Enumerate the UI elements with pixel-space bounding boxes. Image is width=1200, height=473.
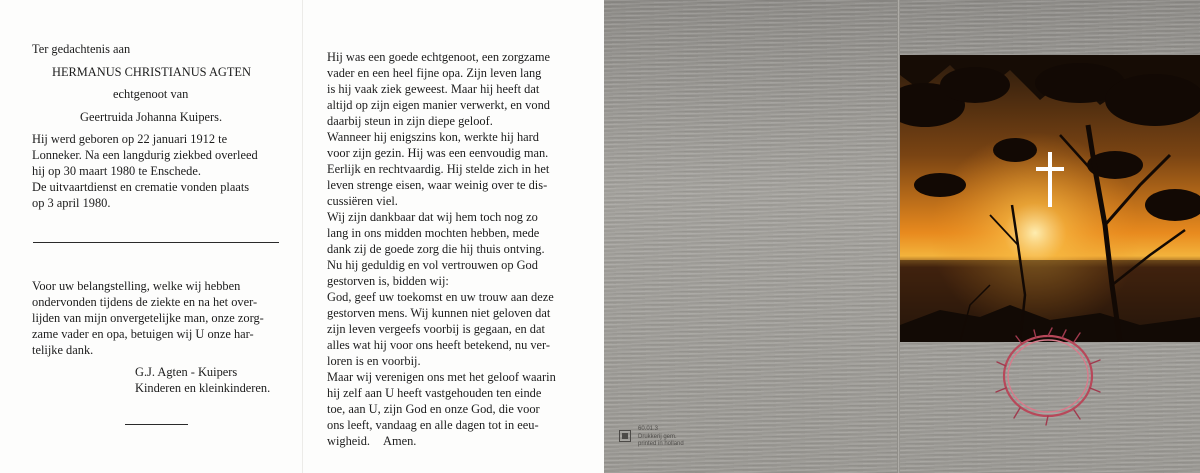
eulogy-line: Eerlijk en rechtvaardig. Hij stelde zich in het	[327, 162, 550, 176]
thanks-line: zame vader en opa, betuigen wij U onze har-	[32, 327, 254, 341]
memorial-intro: Ter gedachtenis aan	[32, 42, 131, 56]
bio-line: Lonneker. Na een langdurig ziekbed overleed	[32, 148, 258, 162]
signature-family-name: G.J. Agten - Kuipers	[135, 365, 238, 379]
thanks-line: ondervonden tijdens de ziekte en na het over-	[32, 295, 258, 309]
thanks-line: lijden van mijn onvergetelijke man, onze zorg-	[32, 311, 264, 325]
publisher-logo-icon	[619, 430, 631, 442]
eulogy-line: gestorven is, bidden wij:	[327, 274, 449, 288]
eulogy-line: dank zij de goede zorg die hij thuis ontving.	[327, 242, 545, 256]
thanks-line: Voor uw belangstelling, welke wij hebben	[32, 279, 241, 293]
bio-line: op 3 april 1980.	[32, 196, 111, 210]
eulogy-line: Hij was een goede echtgenoot, een zorgzame	[327, 50, 551, 64]
eulogy-line: is hij vaak ziek geweest. Maar hij heeft dat	[327, 82, 540, 96]
prayer-line: zijn leven vergeefs voorbij is gegaan, en dat	[327, 322, 545, 336]
bio-line: De uitvaartdienst en crematie vonden plaats	[32, 180, 250, 194]
page-fold	[302, 0, 303, 473]
signature-children: Kinderen en kleinkinderen.	[135, 381, 271, 395]
bio-line: Hij werd geboren op 22 januari 1912 te	[32, 132, 228, 146]
spouse-name: Geertruida Johanna Kuipers.	[80, 110, 223, 124]
prayer-line: toe, aan U, zijn God en onze God, die voor	[327, 402, 540, 416]
eulogy-line: vader en een heel fijne opa. Zijn leven lang	[327, 66, 542, 80]
eulogy-line: leven strenge eisen, waar weinig over te dis-	[327, 178, 548, 192]
divider-line	[33, 242, 279, 243]
crown-of-thorns-icon	[992, 326, 1104, 431]
prayer-line: God, geef uw toekomst en uw trouw aan deze	[327, 290, 554, 304]
prayer-line: loren is en voorbij.	[327, 354, 421, 368]
sunset-photo	[900, 55, 1200, 342]
thanks-line: telijke dank.	[32, 343, 94, 357]
card-cover	[604, 0, 1200, 473]
eulogy-line: Wij zijn dankbaar dat wij hem toch nog zo	[327, 210, 538, 224]
eulogy-line: daarbij steun in zijn diepe geloof.	[327, 114, 493, 128]
eulogy-line: lang in ons midden mochten hebben, mede	[327, 226, 540, 240]
eulogy-line: cussiëren viel.	[327, 194, 398, 208]
spouse-relation: echtgenoot van	[113, 87, 189, 101]
eulogy-line: Wanneer hij enigszins kon, werkte hij hard	[327, 130, 539, 144]
bio-line: hij op 30 maart 1980 te Enschede.	[32, 164, 201, 178]
eulogy-line: altijd op zijn eigen manier verwerkt, en vond	[327, 98, 550, 112]
eulogy-line: voor zijn gezin. Hij was een eenvoudig man.	[327, 146, 549, 160]
printer-line: Drukkerij gem.	[638, 434, 677, 440]
prayer-line: ons leeft, vandaag en alle dagen tot in eeu-	[327, 418, 539, 432]
printer-line: printed in holland	[638, 441, 684, 447]
closing-amen: Amen.	[383, 434, 417, 448]
card-code: 60.01.3	[638, 426, 659, 432]
prayer-line: Maar wij verenigen ons met het geloof waarin	[327, 370, 556, 384]
short-divider-line	[125, 424, 188, 425]
prayer-line: wigheid.	[327, 434, 371, 448]
deceased-name: HERMANUS CHRISTIANUS AGTEN	[52, 65, 251, 79]
prayer-line: hij zelf aan U heeft vastgehouden ten einde	[327, 386, 542, 400]
prayer-line: gestorven mens. Wij kunnen niet geloven dat	[327, 306, 551, 320]
eulogy-line: Nu hij geduldig en vol vertrouwen op God	[327, 258, 538, 272]
prayer-line: alles wat hij voor ons heeft betekend, nu ver-	[327, 338, 551, 352]
